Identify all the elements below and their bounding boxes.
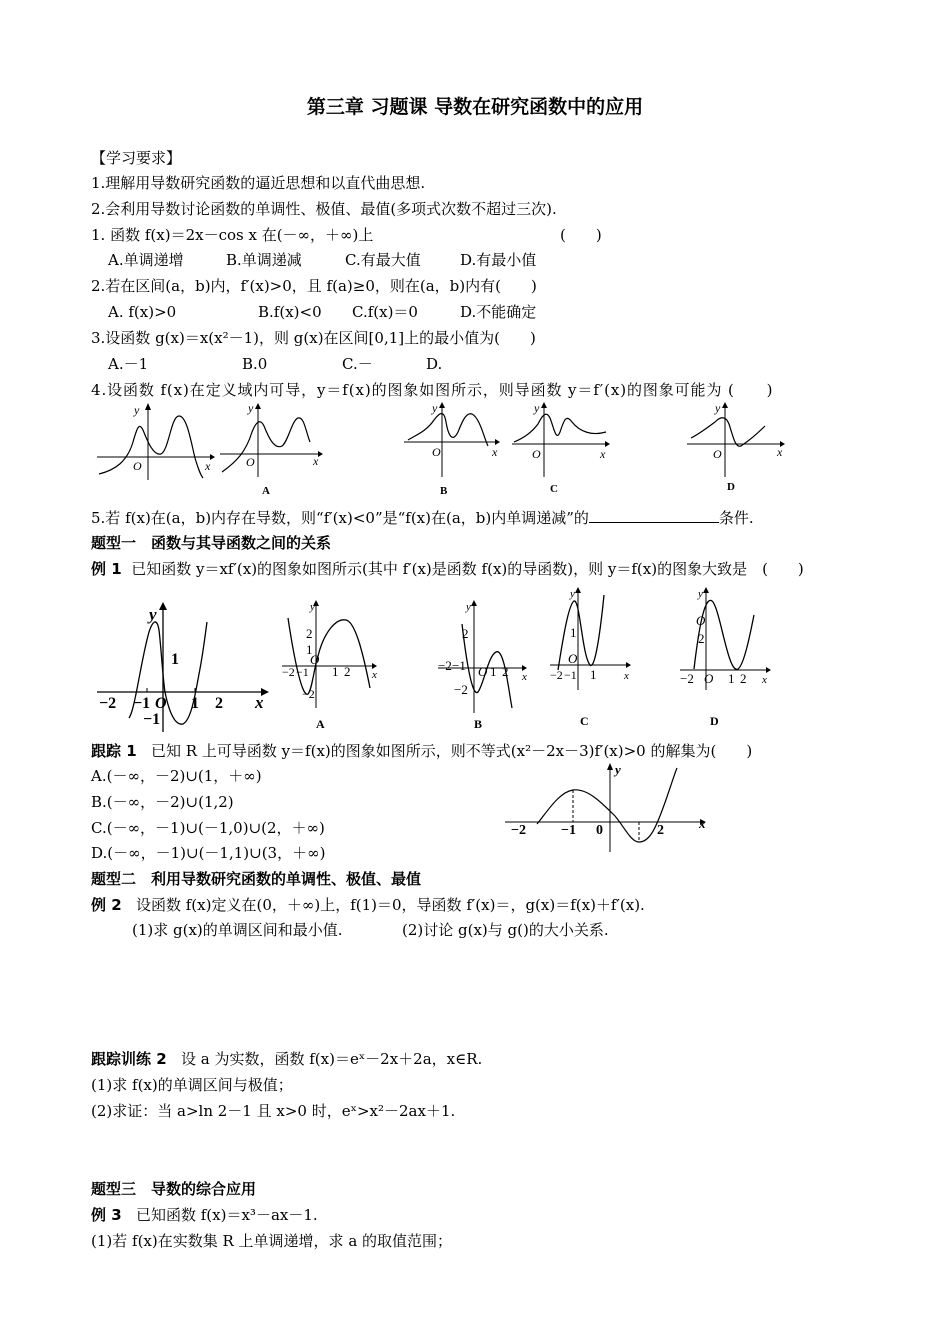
type1-heading: 题型一 函数与其导函数之间的关系 <box>91 534 332 552</box>
example2-label: 例 2 <box>91 896 122 914</box>
q3-option-c: C.－ <box>342 355 373 373</box>
tracking1-option-c: C.(－∞，－1)∪(－1,0)∪(2，＋∞) <box>91 819 325 837</box>
svg-text:y: y <box>698 588 703 600</box>
svg-text:−1: −1 <box>564 668 577 682</box>
q4-axis-x: x <box>205 459 211 473</box>
tracking2-part1: (1)求 f(x)的单调区间与极值； <box>91 1076 293 1094</box>
svg-text:x: x <box>255 693 264 712</box>
svg-text:y: y <box>715 401 721 415</box>
tracking1-tick-0: 0 <box>596 823 603 838</box>
tracking2-line <box>91 1049 482 1069</box>
svg-text:O: O <box>704 671 714 686</box>
example1-line <box>91 559 804 579</box>
ex1-tick-y1: 1 <box>171 651 179 668</box>
svg-text:x: x <box>699 816 706 831</box>
svg-text:y: y <box>310 601 315 613</box>
svg-text:−2: −2 <box>438 658 452 673</box>
tracking1-tick-2: 2 <box>657 823 664 838</box>
example1-label-c: C <box>580 714 589 728</box>
q1-option-b: B.单调递减 <box>226 251 302 269</box>
q3-option-b: B.0 <box>242 355 268 373</box>
svg-text:x: x <box>313 454 319 468</box>
svg-text:2: 2 <box>502 664 509 679</box>
example3-part1: (1)若 f(x)在实数集 R 上单调递增，求 a 的取值范围； <box>91 1232 453 1250</box>
svg-text:−2: −2 <box>454 682 468 697</box>
svg-text:1: 1 <box>728 671 735 686</box>
svg-text:−1: −1 <box>296 665 309 679</box>
q1-bracket: ( ) <box>560 226 602 244</box>
q2-option-b: B.f(x)<0 <box>258 303 322 321</box>
svg-text:x: x <box>624 670 629 682</box>
svg-text:O: O <box>568 651 578 666</box>
type2-heading: 题型二 利用导数研究函数的单调性、极值、最值 <box>91 870 422 888</box>
q5-tail: 条件. <box>718 509 754 527</box>
q1-option-a: A.单调递增 <box>108 251 184 269</box>
example1-option-a-graph <box>280 598 380 733</box>
q1-stem: 1. 函数 f(x)＝2x－cos x 在(－∞，＋∞)上 <box>91 226 374 244</box>
ex1-tick-origin: O <box>155 695 167 712</box>
tracking1-option-b: B.(－∞，－2)∪(1,2) <box>91 793 234 811</box>
svg-text:−2: −2 <box>302 687 315 701</box>
svg-text:O: O <box>532 447 541 461</box>
svg-text:y: y <box>149 605 157 624</box>
ex1-tick-2: 2 <box>215 695 223 712</box>
requirement-2: 2.会利用导数讨论函数的单调性、极值、最值(多项式次数不超过三次). <box>91 200 557 218</box>
svg-text:y: y <box>615 762 621 777</box>
example2-part2: (2)讨论 g(x)与 g()的大小关系. <box>402 921 609 939</box>
svg-text:1: 1 <box>490 664 497 679</box>
q4-axis-y: y <box>134 403 140 417</box>
tracking1-graph <box>505 762 715 857</box>
example1-label-b: B <box>474 717 483 731</box>
q1-option-d: D.有最小值 <box>460 251 537 269</box>
example2-line <box>91 895 645 915</box>
svg-text:2: 2 <box>344 664 351 679</box>
q5-line <box>91 508 754 528</box>
svg-text:x: x <box>522 671 527 683</box>
svg-text:x: x <box>762 674 767 686</box>
svg-text:2: 2 <box>462 626 469 641</box>
q4-label-a: A <box>262 485 270 497</box>
q1-option-c: C.有最大值 <box>345 251 421 269</box>
requirement-1: 1.理解用导数研究函数的逼近思想和以直代曲思想. <box>91 174 426 192</box>
q4-origin: O <box>133 459 142 473</box>
svg-text:O: O <box>310 652 320 667</box>
q2-stem: 2.若在区间(a，b)内，f′(x)>0，且 f(a)≥0，则在(a，b)内有( ) <box>91 277 537 295</box>
q3-option-d: D. <box>426 355 443 373</box>
example1-option-d-graph <box>678 585 778 735</box>
svg-text:2: 2 <box>306 626 313 641</box>
q4-label-c: C <box>550 483 558 495</box>
svg-text:y: y <box>534 401 540 415</box>
svg-text:x: x <box>372 669 377 681</box>
svg-text:−2: −2 <box>680 671 694 686</box>
tracking1-tick-neg1: −1 <box>561 823 576 838</box>
tracking2-label: 跟踪训练 2 <box>91 1050 167 1068</box>
tracking2-stem: 设 a 为实数，函数 f(x)＝eˣ－2x＋2a，x∈R. <box>180 1050 483 1068</box>
tracking1-option-a: A.(－∞，－2)∪(1，＋∞) <box>91 767 262 785</box>
tracking1-line <box>91 741 752 761</box>
q4-graph-d <box>685 402 790 497</box>
q4-graph-b <box>400 402 505 497</box>
tracking1-stem: 已知 R 上可导函数 y＝f(x)的图象如图所示，则不等式(x²－2x－3)f′(x)>0 的解集为( ) <box>150 742 753 760</box>
svg-text:y: y <box>466 601 471 613</box>
q4-graph-fx <box>95 402 215 482</box>
q4-label-b: B <box>440 485 448 497</box>
q5-stem: 5.若 f(x)在(a，b)内存在导数，则“f′(x)<0”是“f(x)在(a，b)内单调递减”的 <box>91 509 589 527</box>
svg-text:1: 1 <box>590 667 597 682</box>
ex1-tick-neg2: −2 <box>99 695 117 712</box>
page-title: 第三章 习题课 导数在研究函数中的应用 <box>306 96 644 118</box>
q2-option-a: A. f(x)>0 <box>108 303 177 321</box>
example3-stem: 已知函数 f(x)＝x³－ax－1. <box>135 1206 318 1224</box>
type3-heading: 题型三 导数的综合应用 <box>91 1180 257 1198</box>
q4-graph-c <box>510 402 615 497</box>
tracking1-label: 跟踪 1 <box>91 742 137 760</box>
svg-text:y: y <box>248 401 254 415</box>
svg-text:1: 1 <box>570 625 577 640</box>
svg-text:2: 2 <box>740 671 747 686</box>
example1-label-d: D <box>710 714 719 728</box>
example1-stem: 已知函数 y＝xf′(x)的图象如图所示(其中 f′(x)是函数 f(x)的导函数)，则 y＝f(x)的图象大致是 ( ) <box>131 560 804 578</box>
ex1-tick-1: 1 <box>191 695 199 712</box>
example1-main-graph <box>95 600 275 735</box>
q3-option-a: A.－1 <box>108 355 149 373</box>
q4-graph-a <box>218 402 328 497</box>
svg-text:−1: −1 <box>452 658 466 673</box>
svg-text:y: y <box>570 588 575 600</box>
svg-text:x: x <box>600 447 606 461</box>
example3-line <box>91 1205 318 1225</box>
q4-label-d: D <box>727 481 735 493</box>
requirements-header: 【学习要求】 <box>91 149 182 167</box>
q2-option-d: D.不能确定 <box>460 303 537 321</box>
svg-text:−2: −2 <box>282 665 295 679</box>
example2-stem: 设函数 f(x)定义在(0，＋∞)上，f(1)＝0，导函数 f′(x)＝，g(x)＝f(x)＋f′(x). <box>135 896 645 914</box>
q3-stem: 3.设函数 g(x)＝x(x²－1)，则 g(x)在区间[0,1]上的最小值为( ) <box>91 329 536 347</box>
svg-text:O: O <box>713 447 722 461</box>
example1-option-c-graph <box>548 585 638 735</box>
q4-stem: 4.设函数 f(x)在定义域内可导，y＝f(x)的图象如图所示，则导函数 y＝f′(x)的图象可能为 ( ) <box>91 381 774 399</box>
example2-part1: (1)求 g(x)的单调区间和最小值. <box>132 921 343 939</box>
svg-text:−2: −2 <box>550 668 563 682</box>
example1-option-b-graph <box>436 598 536 733</box>
svg-text:O: O <box>478 664 488 679</box>
svg-text:O: O <box>432 445 441 459</box>
ex1-tick-neg1: −1 <box>133 695 151 712</box>
svg-text:y: y <box>432 401 438 415</box>
tracking2-part2: (2)求证：当 a>ln 2－1 且 x>0 时，eˣ>x²－2ax＋1. <box>91 1102 456 1120</box>
tracking1-option-d: D.(－∞，－1)∪(－1,1)∪(3，＋∞) <box>91 844 326 862</box>
svg-text:O: O <box>696 613 706 628</box>
svg-text:x: x <box>492 445 498 459</box>
q5-answer-blank[interactable] <box>589 508 719 523</box>
svg-text:O: O <box>246 455 255 469</box>
svg-text:1: 1 <box>306 642 313 657</box>
example3-label: 例 3 <box>91 1206 122 1224</box>
svg-text:1: 1 <box>332 664 339 679</box>
tracking1-tick-neg2: −2 <box>511 823 526 838</box>
svg-text:x: x <box>777 445 783 459</box>
q2-option-c: C.f(x)＝0 <box>352 303 418 321</box>
ex1-tick-y-neg1: −1 <box>143 711 161 728</box>
example1-label: 例 1 <box>91 560 122 578</box>
example1-label-a: A <box>316 717 325 731</box>
svg-text:2: 2 <box>698 631 705 646</box>
